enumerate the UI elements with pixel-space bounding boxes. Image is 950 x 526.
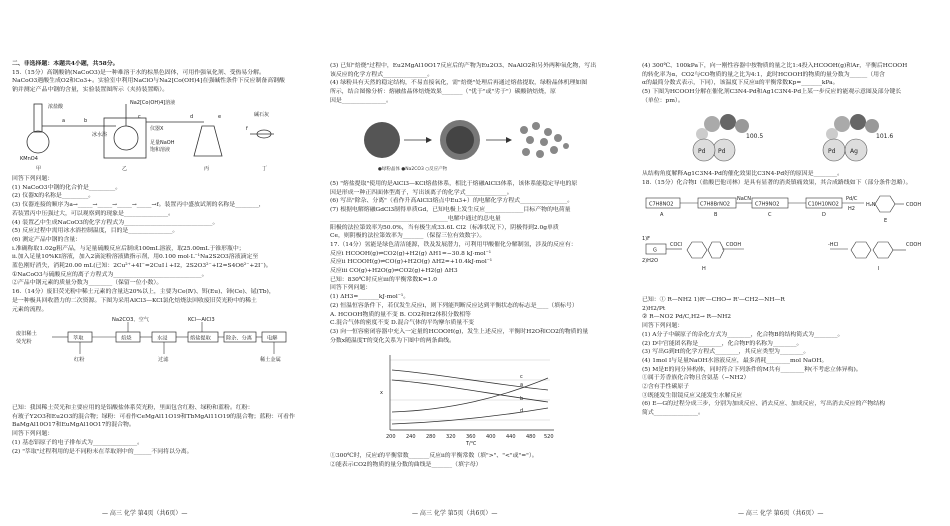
- label-satur: 饱和溶液: [150, 147, 171, 153]
- funnel: [34, 104, 42, 132]
- x-tick: 280: [426, 434, 436, 440]
- y-axis-label: x: [380, 390, 383, 396]
- q18-questions: [642, 296, 942, 418]
- text-line: ③既能发生银镜反应又能发生水解反应: [642, 392, 743, 399]
- text-line: A. HCOOH物质的量不变 B. CO2和H2体积分数相等: [330, 311, 471, 318]
- label-kmno4: KMnO4: [20, 156, 38, 162]
- structure-E: [875, 196, 904, 212]
- text-line: 已知：我国稀土荧光和主要应用的是铝酸盐体系荧光粉，里面包含红粉、绿粉和蓝粉。红粉：: [12, 405, 254, 411]
- text-line: 若装置丙中压强过大，可以观察到的现象是_______________。: [12, 210, 174, 217]
- q16-notes: [12, 404, 304, 456]
- text-line: 已知：① R—NH2 1)R'—CHO→ R'—CH2—NH—R: [642, 297, 785, 303]
- x-axis-label: T/℃: [466, 441, 477, 446]
- text-line: (2) 仪器X的名称是_________。: [12, 193, 95, 200]
- text-line: ②能表示CO2的物质的量分数的曲线是_______（填字母）: [330, 461, 482, 468]
- label-jia: 甲: [36, 166, 42, 172]
- x-tick: 440: [506, 434, 516, 440]
- text-line: (3) 仪器连接的顺序为a→_____→_____→_____→_____→f。装置丙中盛放试剂的名称是________，: [12, 202, 265, 209]
- page-column-4: [12, 0, 304, 526]
- text-line: 蓝色刚好消失，消耗20.00 mL(已知：2Cu²⁺+4I⁻=2CuI↓+I2，2S2O3²⁻+I2=S4O6²⁻+2I⁻)。: [12, 263, 272, 270]
- label-lime: 碱石灰: [254, 112, 270, 118]
- flow-filter: 过滤: [158, 357, 169, 363]
- curve-label: a: [520, 382, 524, 388]
- text-line: (1) ΔH3=_______kJ·mol⁻¹。: [330, 294, 410, 301]
- text-line: 回答下列问题：: [642, 323, 684, 330]
- q18-intro: [642, 170, 942, 187]
- q17-subquestions: [330, 452, 615, 469]
- text-line: (2) 恒温恒容条件下，若仅发生反应ⅰ，则下列能判断反应达到平衡状态的标志是____（填标号）: [330, 302, 578, 309]
- port-f: f: [246, 126, 248, 132]
- port-c: c: [138, 114, 141, 120]
- text-line: (4) 装置乙中生成NaCoO3的化学方程式为______________________________。: [12, 219, 219, 226]
- text-line: ②产品中钢元素的质量分数为________（保留一位小数）。: [12, 280, 163, 287]
- mole-fraction-chart: [370, 350, 570, 446]
- text-line: 回答下列问题：: [12, 431, 54, 438]
- reagent-pdc: Pd/C: [846, 196, 858, 202]
- bond-length-1: 100.5: [746, 133, 764, 140]
- label-ice: 冰水浴: [92, 132, 108, 138]
- label-reagent: Na2[Co(OH)4]溶液: [130, 100, 176, 106]
- figure-legend: ●绿粉晶体 ●Na2CO3 ○反应产物: [378, 167, 448, 172]
- label-x: 仪器X: [150, 126, 164, 132]
- text-line: 有玻子Y2O3和Eu2O3的混合物；绿粉：可看作CeMgAl11O19和TbMgAl11O19的混合物；蓝粉：可看作: [12, 413, 295, 420]
- catalyst-models: [662, 110, 922, 168]
- flow-step-leach: 水浸: [157, 335, 168, 342]
- flow-reagent-1: Na2CO3、空气: [112, 317, 149, 323]
- text-line: ② R—NO2 Pd/C,H2→ R—NH2: [642, 314, 732, 321]
- product-particles: [520, 122, 569, 158]
- label-D: D: [822, 212, 826, 218]
- text-line: ⅱ.加入足量10%KI溶液，加入2滴淀粉溶液做指示剂，用0.100 mol·L⁻¹Na2S2O3溶液滴定至: [12, 254, 259, 261]
- compound-C: C7H9NO2: [755, 201, 780, 208]
- atom-pd: Pd: [828, 148, 836, 155]
- arrow-head: [426, 137, 432, 143]
- reagent-cocl: COCl: [670, 242, 683, 248]
- flow-step-extract: 萃取: [73, 335, 84, 342]
- text-line: (3) 已知"焙烧"过程中，Eu2MgAl10O17反应后的产物为Eu2O3、NaAlO2和另外两种氧化物，写出: [330, 63, 597, 69]
- text-line: （单位：pm）。: [642, 97, 684, 104]
- x-tick: 320: [446, 434, 456, 440]
- text-line: (5) 反应过程中需用冰水浴控制温度，目的是_______________。: [12, 228, 179, 235]
- text-line: (5) "熔盐提取"使用的是AlCl3—KCl熔盐体系，相比于熔融AlCl3体系，该体系能稳定导电的原: [330, 181, 578, 187]
- label-ding: 丁: [262, 166, 268, 172]
- text-line: 反应ⅱ HCOOH(g)⇌CO(g)+H2O(g) ΔH2=+10.4kJ·mol⁻¹: [330, 259, 493, 266]
- text-line: 是一种极具回收潜力的二次资源。下图为采用AlCl3—KCl氯化焙烧法回收废旧荧光粉中的稀土: [12, 297, 257, 304]
- text-line: 15.（15分）高钢酸钠(NaCoO3)是一种难溶于水的棕黑色固体，可用作强氧化剂、受热易分解。: [12, 69, 265, 76]
- page-footer: — 高三 化学 第4页（共6页）—: [102, 510, 188, 517]
- synthesis-scheme: [642, 190, 942, 290]
- carboxyl-group: COOH: [906, 202, 922, 208]
- x-tick: 240: [406, 434, 416, 440]
- curve-label: b: [520, 396, 524, 402]
- text-line: (5) M是E的同分异构体，同时符合下列条件的M共有________种(不考虑立体异构)。: [642, 366, 862, 373]
- compound-B: C7H8BrNO2: [700, 201, 730, 208]
- q15-intro: [12, 60, 304, 95]
- text-line: 所示，结合图像分析：熔融盐晶体焙烧效果_______（"优于"或"劣于"）碳酸钠焙烧，原: [330, 89, 556, 96]
- process-flow: [12, 316, 304, 366]
- text-line: 已知：830℃时反应ⅲ的平衡常数K=1.0: [330, 276, 437, 283]
- flow-output: 稀土金属: [260, 357, 281, 363]
- text-line: C.混合气体的密度不变 D.混合气体的平均摩尔质量不变: [330, 320, 475, 327]
- compound-D: C10H10NO2: [808, 201, 839, 208]
- text-line: 该反应的化学方程式_______________。: [330, 71, 434, 78]
- reagent-water: 2)H2O: [642, 258, 659, 264]
- ice-bath: [104, 118, 146, 158]
- flow-step-electrolysis: 电解: [267, 335, 278, 342]
- crystal-core: [446, 126, 474, 154]
- carboxyl-group: COOH: [906, 242, 922, 248]
- text-line: (7) 根据电解熔融GdCl3制得单质Gd，已知电极上发生反应_____________目标产物的电荷量: [330, 207, 571, 214]
- text-line: 因是形成一种正四面体型离子，写出该离子的化学式______________。: [330, 189, 513, 196]
- flow-source-2: 荧光粉: [16, 339, 32, 345]
- page-footer: — 高三 化学 第5页（共6页）—: [412, 510, 498, 517]
- text-line: ________________________________________电解中通过的总电量: [330, 215, 501, 222]
- q16-part2: [330, 62, 615, 106]
- label-I: I: [878, 266, 880, 272]
- text-line: (4) 300℃、100kPa下，向一刚性容器中按物质的量之比1:4投入HCOOH(g)和Ar，平衡后HCOOH: [642, 63, 908, 69]
- flow-reagent-2: KCl—AlCl3: [188, 317, 215, 323]
- curve-c: [392, 378, 548, 412]
- text-line: (1) 基态铝原子的电子排布式为_______________。: [12, 439, 143, 446]
- text-line: 16.（14分）废旧荧光粉中稀土元素的含量达20%以上，主要为Ce(Ⅳ)、铒(Eu)、铈(Ce)、铽(Tb)，: [12, 289, 275, 296]
- port-d: d: [190, 114, 194, 120]
- page-footer: — 高三 化学 第6页（共6页）—: [738, 510, 824, 517]
- carboxyl-group: COOH: [726, 242, 742, 248]
- curve-label: d: [520, 408, 524, 414]
- text-line: 回答下列问题：: [330, 285, 372, 292]
- label-H: H: [702, 266, 706, 272]
- x-tick: 480: [526, 434, 536, 440]
- page-column-5: [330, 0, 615, 526]
- text-line: ①属于芳香族化合物且含氨基（−NH2）: [642, 375, 750, 382]
- text-line: (6) E—G的过程分成三步，分别为加成反应、消去反应、加成反应，写出消去反应的产物结构: [642, 401, 886, 408]
- text-line: 回答下列问题：: [12, 176, 54, 182]
- flask-bing: [194, 126, 222, 156]
- x-tick: 520: [544, 434, 554, 440]
- text-line: (1) A分子中碳原子的杂化方式为________，化合物B的结构简式为________。: [642, 331, 844, 338]
- atom-pd: Pd: [698, 148, 706, 155]
- text-line: 的转化率为α，CO2与CO物质的量之比为4:1，此时HCOOH的物质的量分数为______（用含: [642, 71, 885, 78]
- text-line: α的最简分数式表示，下同），该温度下反应ⅱ的平衡常数Kp=_______kPa。: [642, 80, 839, 87]
- text-line: (6) 测定产品中钢的含量：: [12, 236, 82, 243]
- text-line: (3) 写出G到H的化学方程式________，其反应类型为________。: [642, 349, 810, 356]
- reagent-hcl: -HCl: [828, 242, 839, 248]
- text-line: (5) 下图为HCOOH分解在催化剂C3N4-Pd和Ag1C3N4-Pd上某一步反应的能观示意图及部分键长: [642, 89, 902, 96]
- amine-group: H₂N: [866, 202, 876, 208]
- text-line: (2) "萃取"过程利用的是不同粉末在萃取剂中的______不同将以分离。: [12, 448, 193, 455]
- text-line: ①NaCoO3与硫酸反应的离子方程式为______________________________。: [12, 271, 208, 278]
- label-hcl: 浓盐酸: [48, 104, 64, 110]
- curve-b: [392, 380, 548, 402]
- text-line: 17.（14分）氢能是绿色清洁能源，铁及发展潜力，可利用甲酸催化分解制氢，涉及的反应有：: [330, 241, 577, 248]
- label-A: A: [660, 212, 664, 218]
- structure-H: [687, 242, 724, 258]
- text-line: 2)H2/Pt: [642, 305, 666, 312]
- reagent-h2: H2: [848, 206, 855, 212]
- label-naoh: 足量NaOH: [150, 140, 175, 146]
- reagent-nacn: NaCN: [737, 196, 752, 202]
- atom-pd: Pd: [718, 148, 726, 155]
- section-heading: 二、非选择题：本题共4小题，共58分。: [12, 60, 119, 67]
- text-line: (4) 1mol I与足量NaOH水溶液反应，最多消耗________mol NaOH。: [642, 357, 828, 364]
- text-line: BaMgAl10O17和EuMgAl10O17的混合物。: [12, 422, 135, 429]
- flow-byproduct: 红粉: [74, 357, 85, 363]
- page-column-6: [642, 0, 942, 526]
- text-line: 从结构角度解释Ag1C3N4-Pd的催化效果比C3N4-Pd好的原因是________。: [642, 171, 844, 177]
- flask-yi: [114, 126, 138, 150]
- text-line: (1) NaCoO3中钢的化合价是_________。: [12, 184, 122, 191]
- text-line: ②含有手性碳原子: [642, 384, 690, 391]
- text-line: 因是_______________。: [330, 97, 392, 104]
- text-line: 反应ⅰ HCOOH(g)⇌CO2(g)+H2(g) ΔH1=−30.8 kJ·mol⁻¹: [330, 250, 492, 257]
- text-line: (6) 写出"除杂、分离"（看作升高AlCl3熔点中Eu3+）的电解化学方程式________________。: [330, 198, 574, 205]
- compound-G: G: [653, 247, 657, 254]
- reagent-F: 1)F: [642, 236, 651, 242]
- curve-label: c: [520, 374, 523, 380]
- flask-jia: [27, 131, 49, 153]
- text-line: Ce，则阴极的法拉第效率为_______（保留三位有效数字）。: [330, 233, 486, 240]
- label-B: B: [714, 212, 718, 218]
- label-E: E: [884, 218, 888, 224]
- crystal-mechanism-figure: [360, 108, 590, 172]
- text-line: 18.（15分）化合物I（盐酸巴他司林）是具有显著的消炎镇痛效果，其合成路线如下（部分条件忽略）。: [642, 179, 912, 186]
- atom-ag: Ag: [850, 148, 858, 155]
- x-tick: 200: [386, 434, 396, 440]
- apparatus-figure: [12, 96, 304, 172]
- label-yi: 乙: [122, 166, 128, 172]
- text-line: 分数x随温度T的变化关系为下图中的两条曲线。: [330, 337, 456, 344]
- text-line: 钠并测定产品中钢的含量，实验装置图所示（夹持装置略）。: [12, 87, 169, 94]
- q17-part2: [642, 62, 942, 106]
- text-line: (3) 向一恒容密闭容器中充入一定量的HCOOH(g)，发生上述反应，平衡时H2O和CO2的物质的量: [330, 328, 589, 335]
- text-line: 元素的流程。: [12, 306, 48, 313]
- port-a: a: [62, 118, 66, 124]
- text-line: 反应ⅲ CO(g)+H2O(g)⇌CO2(g)+H2(g) ΔH3: [330, 268, 458, 275]
- flow-step-roast: 焙烧: [121, 335, 132, 342]
- flow-source: 废旧稀土: [16, 331, 37, 337]
- compound-A: C7H8NO2: [649, 201, 674, 208]
- label-bing: 丙: [204, 166, 210, 172]
- x-tick: 360: [466, 434, 476, 440]
- x-tick: 400: [486, 434, 496, 440]
- flow-step-melt: 熔盐提取: [190, 335, 211, 342]
- label-C: C: [768, 212, 772, 218]
- q16-q17-text: [330, 180, 615, 345]
- green-powder-crystal: [364, 122, 400, 158]
- flow-step-separate: 除杂、分离: [226, 335, 252, 342]
- q15-questions: [12, 175, 304, 314]
- text-line: ⅰ.准确称取1.02g粗产品，与足量硫酸反应后制成100mL溶液，取25.00mL于锥形瓶中；: [12, 245, 245, 252]
- text-line: NaCoO3遇酸生成O2和Co3+。实验室中利用NaClO与Na2[Co(OH)4]在强碱性条件下反应制备高钢酸: [12, 78, 285, 85]
- text-line: (2) D中官能团名称是________，化合物F的名称为________。: [642, 340, 803, 347]
- text-line: ①300℃时，反应ⅰ的平衡常数_______反应ⅱ的平衡常数（填">"、"<"或"="）。: [330, 453, 538, 459]
- text-line: 简式_______________。: [642, 410, 704, 417]
- bond-length-2: 101.6: [876, 133, 894, 140]
- text-line: (4) 绿粉具有天然的稳定结构，不易直接氧化，需"焙烧"处理后再通过熔盐提取，绿粉晶体机理如图: [330, 80, 588, 87]
- structure-I: [851, 242, 906, 258]
- port-b: b: [84, 118, 88, 124]
- text-line: 阳极的法拉第效率为50.0%，当有极生成33.6L Cl2（标准状况下），阴极得到2.0g单质: [330, 224, 559, 231]
- port-e: e: [218, 114, 222, 120]
- arrow-head: [506, 137, 512, 143]
